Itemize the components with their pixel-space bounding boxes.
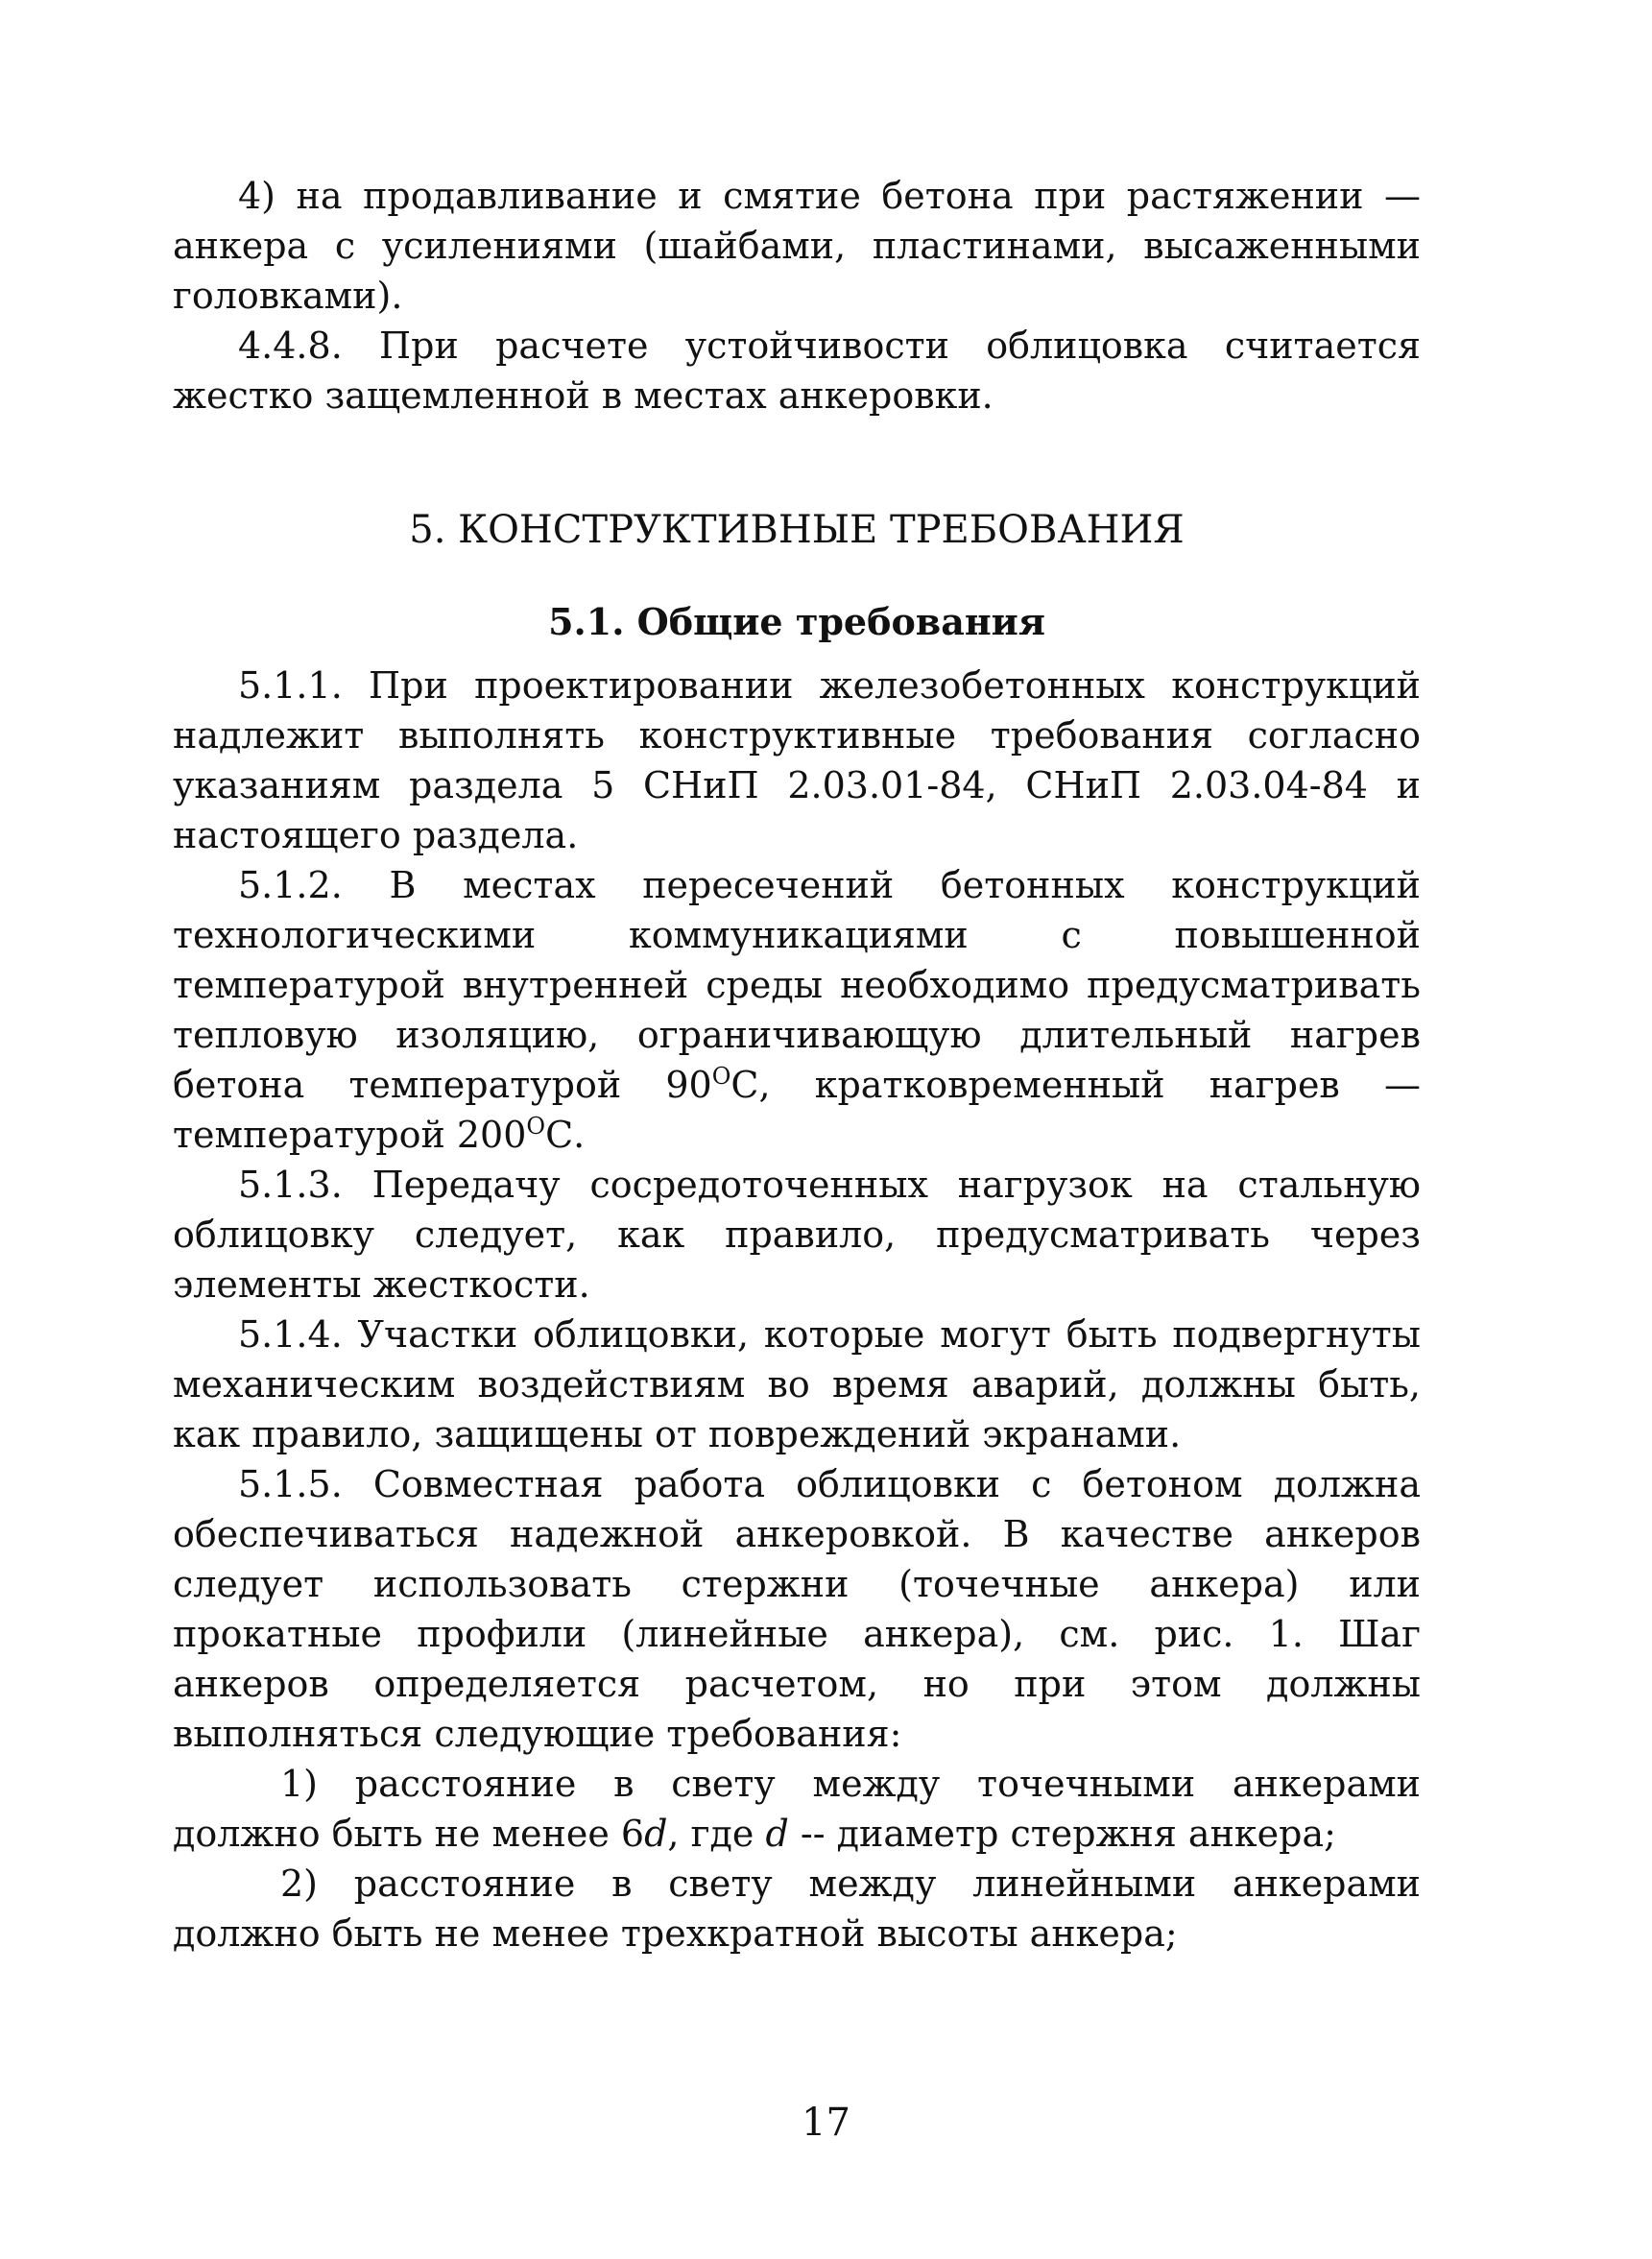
- clause-5-1-5: 5.1.5. Совместная работа облицовки с бетоном должна обеспечиваться надежной анкеровкой. В качестве анкеров следует использовать стержни (точечные анкера) или прокатные профили (линейные анкера), см. рис. 1. Шаг анкеров определяется расчетом, но при этом должны выполняться следующие требования:: [173, 1463, 1421, 1755]
- clause-5-1-3: 5.1.3. Передачу сосредоточенных нагрузок на стальную облицовку следует, как правило, предусматривать через элементы жесткости.: [173, 1164, 1421, 1306]
- section-title: 5. КОНСТРУКТИВНЫЕ ТРЕБОВАНИЯ: [409, 508, 1185, 552]
- page-number: 17: [802, 2101, 850, 2145]
- clause-4-4-8: 4.4.8. При расчете устойчивости облицовка считается жестко защемленной в местах анкеровки.: [173, 324, 1421, 417]
- list-item-4: 4) на продавливание и смятие бетона при растяжении — анкера с усилениями (шайбами, пластинами, высаженными головками).: [173, 175, 1421, 317]
- document-page: [173, 171, 1421, 1959]
- clause-5-1-4: 5.1.4. Участки облицовки, которые могут быть подвергнуты механическим воздействиям во время аварий, должны быть, как правило, защищены от повреждений экранами.: [173, 1313, 1421, 1455]
- requirement-item-2: 2) расстояние в свету между линейными анкерами должно быть не менее трехкратной высоты анкера;: [173, 1862, 1421, 1955]
- subsection-title: 5.1. Общие требования: [548, 600, 1045, 643]
- requirement-item-1: 1) расстояние в свету между точечными анкерами должно быть не менее 6d, где d -- диаметр стержня анкера;: [173, 1763, 1421, 1855]
- clause-5-1-1: 5.1.1. При проектировании железобетонных конструкций надлежит выполнять конструктивные требования согласно указаниям раздела 5 СНиП 2.03.01-84, СНиП 2.03.04-84 и настоящего раздела.: [173, 664, 1421, 856]
- clause-5-1-2: 5.1.2. В местах пересечений бетонных конструкций технологическими коммуникациями с повышенной температурой внутренней среды необходимо предусматривать тепловую изоляцию, ограничивающую длительный нагрев бетона температурой $90^ОС$, кратковременный нагрев — температурой $200^ОС$.: [173, 864, 1421, 1156]
